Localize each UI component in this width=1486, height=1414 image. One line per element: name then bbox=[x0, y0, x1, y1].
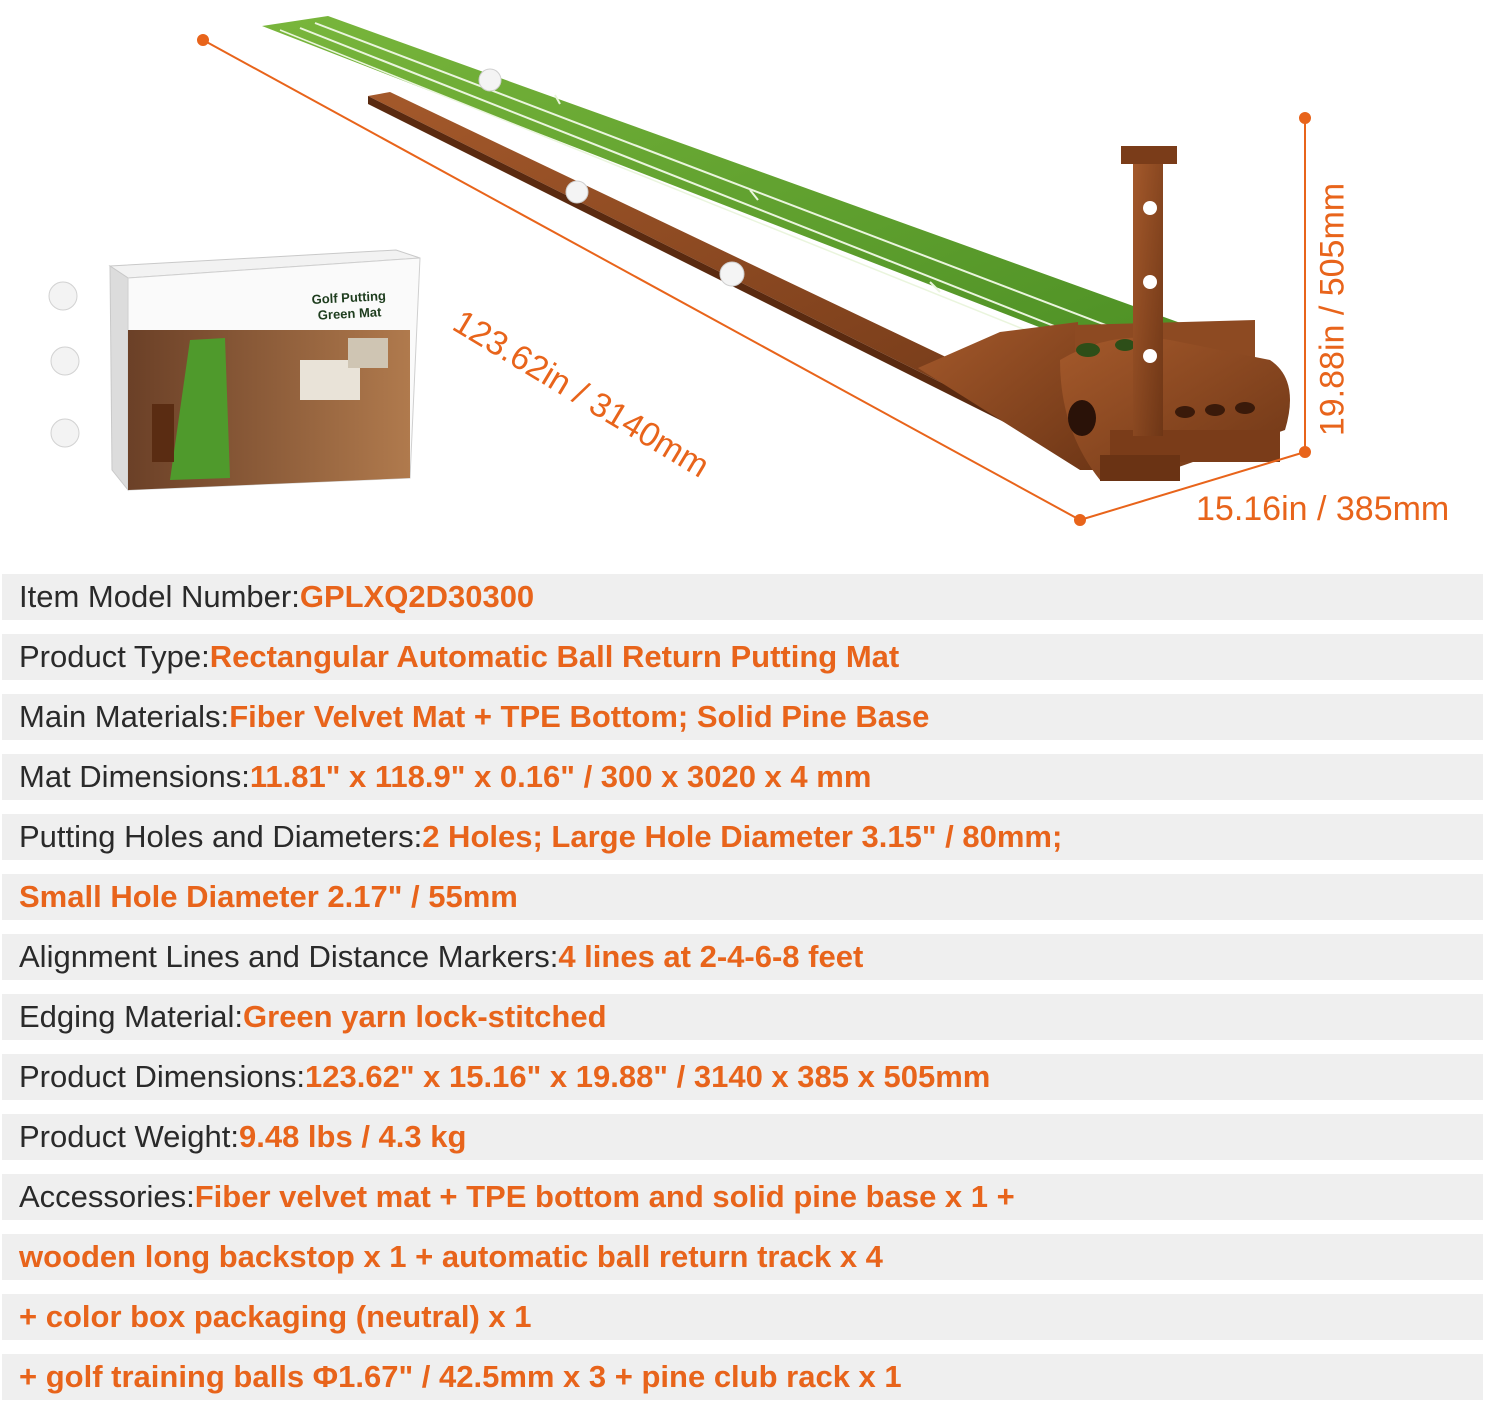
golf-ball bbox=[49, 282, 77, 310]
spec-label: Accessories: bbox=[19, 1179, 195, 1214]
height-dimension: 19.88in / 505mm bbox=[1313, 182, 1352, 437]
spec-label: Main Materials: bbox=[19, 699, 230, 734]
spec-label: Item Model Number: bbox=[19, 579, 300, 614]
spec-label: Product Weight: bbox=[19, 1119, 239, 1154]
spec-value: + golf training balls Φ1.67" / 42.5mm x 3 + pine club rack x 1 bbox=[19, 1359, 902, 1394]
length-dimension: 123.62in / 3140mm bbox=[446, 302, 716, 486]
spec-value: Small Hole Diameter 2.17" / 55mm bbox=[19, 879, 518, 914]
golf-ball bbox=[51, 419, 79, 447]
product-illustration bbox=[0, 0, 1486, 560]
spec-row bbox=[2, 934, 1483, 980]
golf-ball bbox=[566, 181, 588, 203]
box-label-line2: Green Mat bbox=[317, 304, 382, 323]
box-label bbox=[311, 288, 387, 324]
golf-ball bbox=[479, 69, 501, 91]
spec-label: Putting Holes and Diameters: bbox=[19, 819, 423, 854]
spec-row bbox=[2, 994, 1483, 1040]
spec-value: GPLXQ2D30300 bbox=[299, 579, 535, 614]
golf-ball bbox=[720, 262, 744, 286]
spec-table bbox=[2, 574, 1483, 1414]
spec-row bbox=[2, 574, 1483, 620]
spec-value: wooden long backstop x 1 + automatic ball return track x 4 bbox=[19, 1239, 883, 1274]
spec-label: Edging Material: bbox=[19, 999, 244, 1034]
box-label-line1: Golf Putting bbox=[311, 288, 387, 307]
spec-row bbox=[2, 1354, 1483, 1400]
spec-row bbox=[2, 874, 1483, 920]
spec-label: Mat Dimensions: bbox=[19, 759, 250, 794]
spec-label: Product Dimensions: bbox=[19, 1059, 306, 1094]
spec-value: 2 Holes; Large Hole Diameter 3.15" / 80mm; bbox=[422, 819, 1063, 854]
spec-row bbox=[2, 814, 1483, 860]
spec-value: Fiber velvet mat + TPE bottom and solid pine base x 1 + bbox=[194, 1179, 1015, 1214]
golf-ball bbox=[51, 347, 79, 375]
spec-row bbox=[2, 1054, 1483, 1100]
spec-value: 9.48 lbs / 4.3 kg bbox=[238, 1119, 467, 1154]
packaging-box bbox=[110, 250, 420, 490]
spec-value: 123.62" x 15.16" x 19.88" / 3140 x 385 x 505mm bbox=[305, 1059, 991, 1094]
spec-row bbox=[2, 754, 1483, 800]
spec-value: + color box packaging (neutral) x 1 bbox=[19, 1299, 532, 1334]
spec-value: 4 lines at 2-4-6-8 feet bbox=[558, 939, 864, 974]
spec-row bbox=[2, 1234, 1483, 1280]
width-dimension: 15.16in / 385mm bbox=[1196, 490, 1450, 528]
spec-value: Green yarn lock-stitched bbox=[243, 999, 607, 1034]
spec-label: Product Type: bbox=[19, 639, 210, 674]
spec-row bbox=[2, 634, 1483, 680]
spec-row bbox=[2, 1114, 1483, 1160]
spec-value: 11.81" x 118.9" x 0.16" / 300 x 3020 x 4 mm bbox=[249, 759, 872, 794]
spec-value: Rectangular Automatic Ball Return Putting Mat bbox=[209, 639, 900, 674]
spec-row bbox=[2, 1174, 1483, 1220]
product-drawing bbox=[0, 0, 1486, 560]
spec-row bbox=[2, 694, 1483, 740]
spec-value: Fiber Velvet Mat + TPE Bottom; Solid Pine Base bbox=[229, 699, 930, 734]
spec-label: Alignment Lines and Distance Markers: bbox=[19, 939, 559, 974]
spec-row bbox=[2, 1294, 1483, 1340]
